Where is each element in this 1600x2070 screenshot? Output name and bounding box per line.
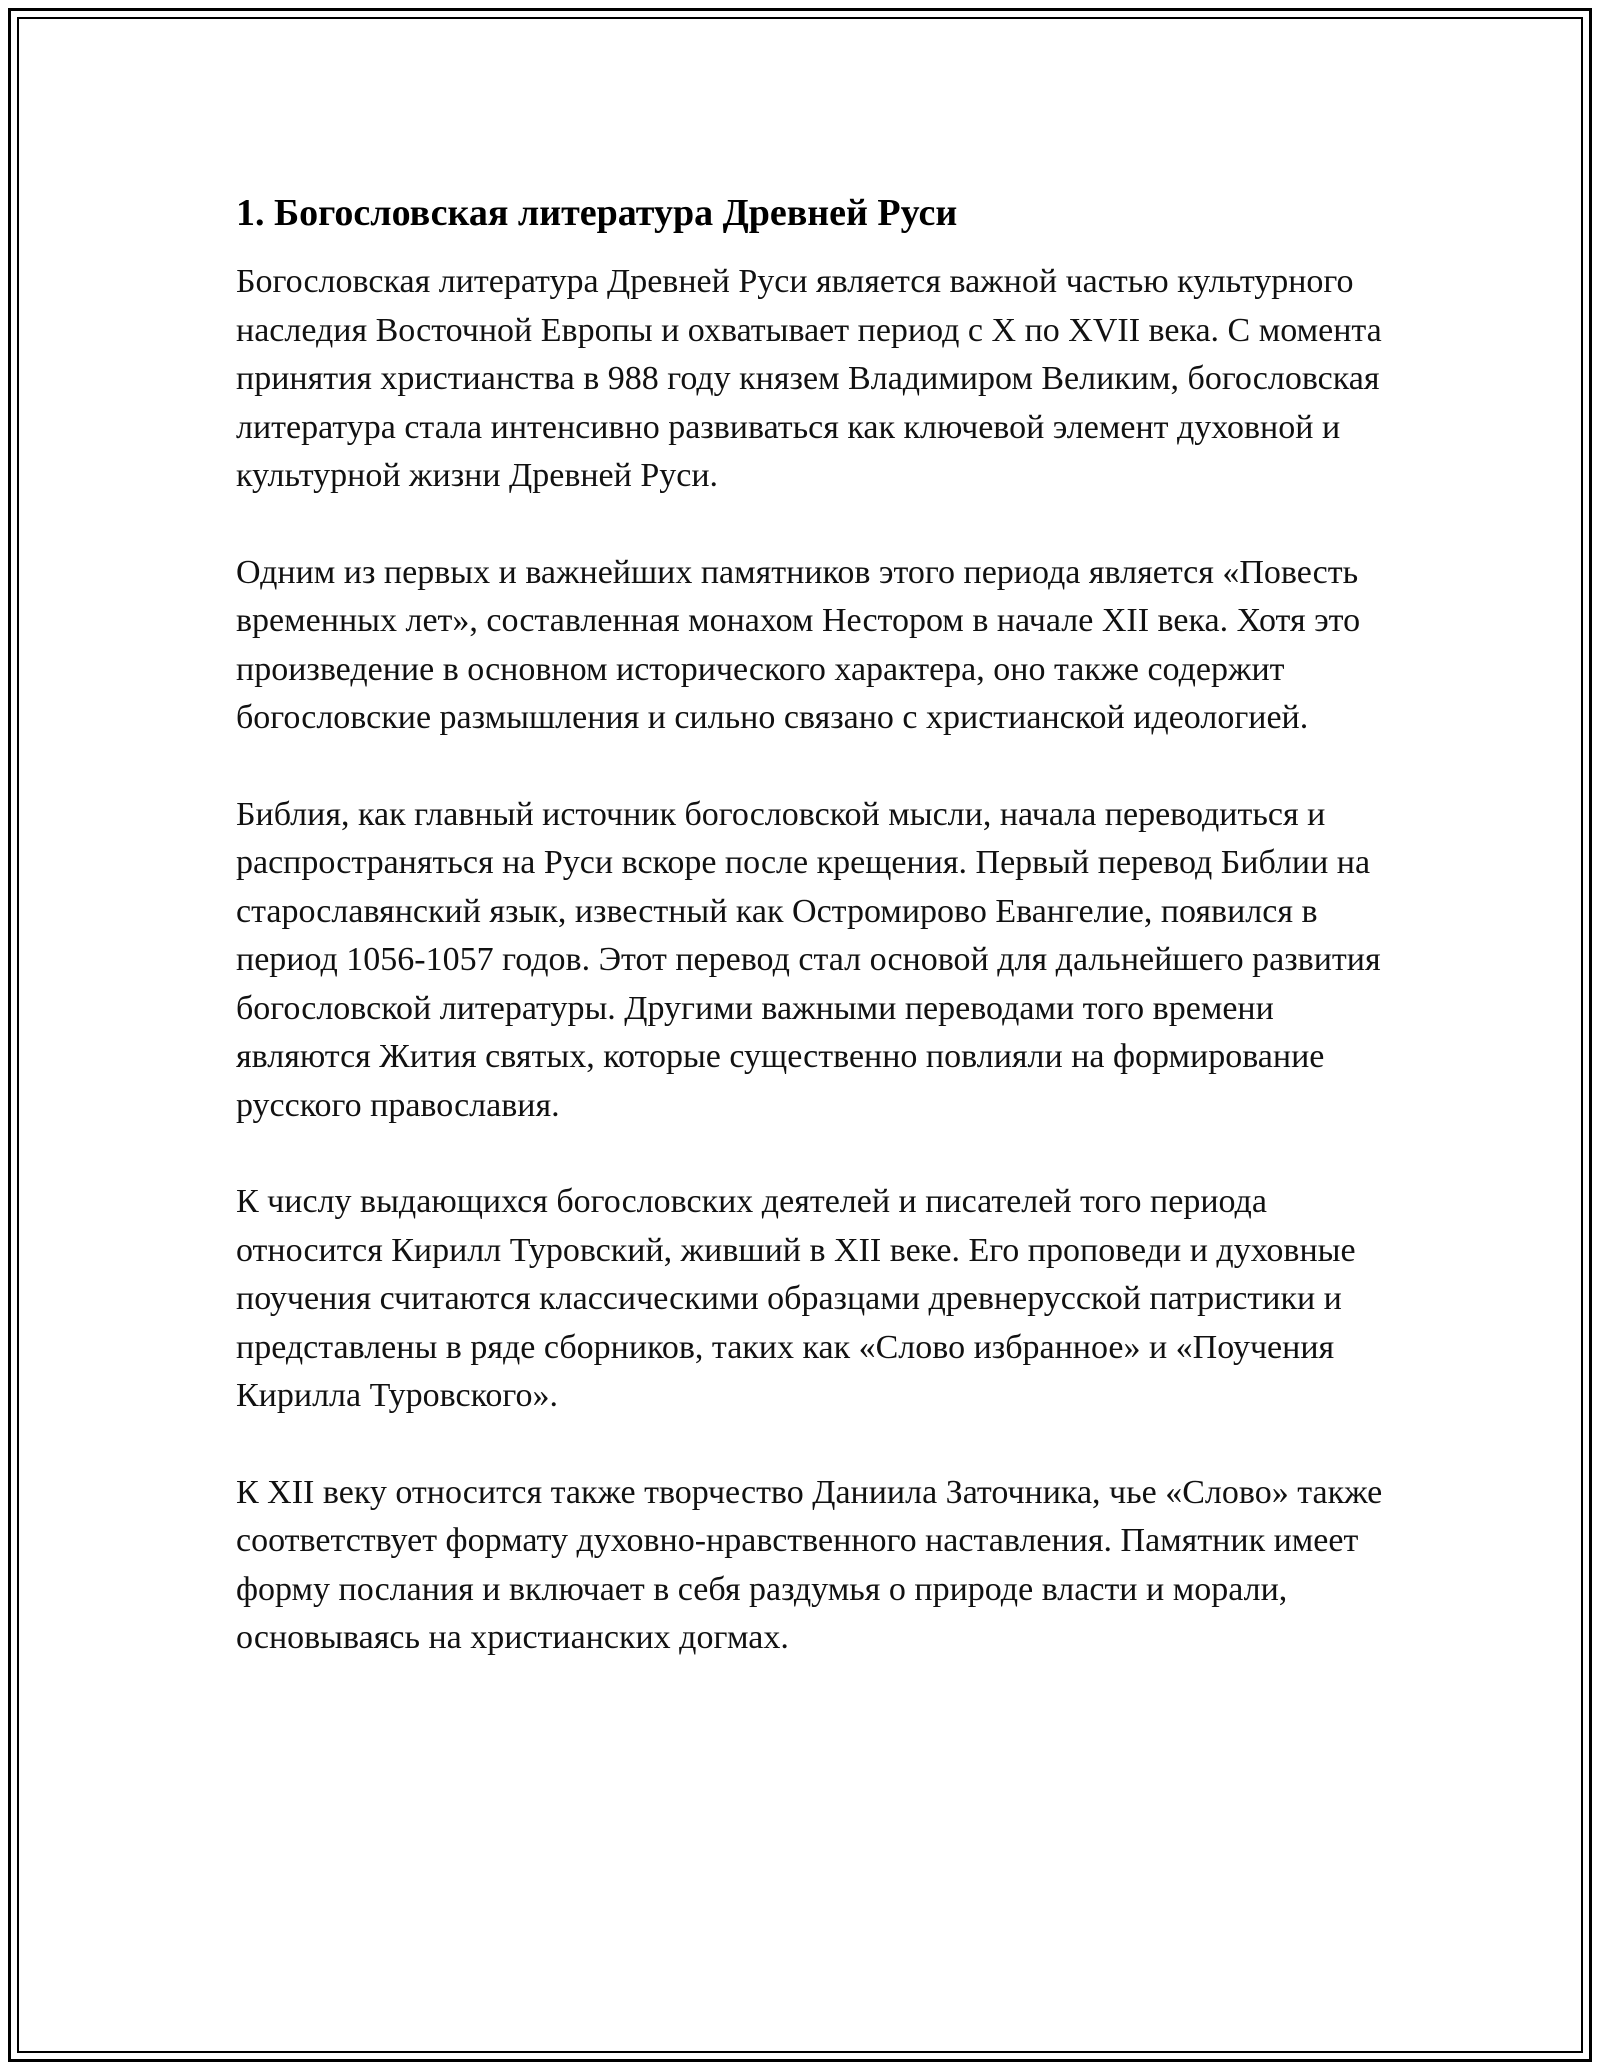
paragraph-3: Библия, как главный источник богословской мысли, начала переводиться и распространяться на Руси вскоре после крещения. Первый перевод Библии на старославянский язык, известный как Остромирово Евангелие, появился в период 1056-1057 годов. Этот перевод стал основой для дальнейшего развития богословской литературы. Другими важными переводами того времени являются Жития святых, которые существенно повлияли на формирование русского православия. xyxy=(236,795,1381,1124)
paragraph-5: К XII веку относится также творчество Даниила Заточника, чье «Слово» также соответствует формату духовно-нравственного наставления. Памятник имеет форму послания и включает в себя раздумья о природе власти и морали, основываясь на христианских догмах. xyxy=(236,1473,1383,1656)
paragraph-4: К числу выдающихся богословских деятелей и писателей того периода относится Кирилл Туровский, живший в XII веке. Его проповеди и духовные поучения считаются классическими образцами древнерусской патристики и представлены в ряде сборников, таких как «Слово избранное» и «Поучения Кирилла Туровского». xyxy=(236,1183,1356,1414)
paragraph-1: Богословская литература Древней Руси является важной частью культурного наследия Восточной Европы и охватывает период с X по XVII века. С момента принятия христианства в 988 году князем Владимиром Великим, богословская литература стала интенсивно развиваться как ключевой элемент духовной и культурной жизни Древней Руси. xyxy=(236,263,1382,494)
paragraph-2: Одним из первых и важнейших памятников этого периода является «Повесть временных лет», составленная монахом Нестором в начале XII века. Хотя это произведение в основном исторического характера, оно также содержит богословские размышления и сильно связано с христианской идеологией. xyxy=(236,553,1361,736)
section-heading: 1. Богословская литература Древней Руси xyxy=(236,192,958,234)
document-body xyxy=(236,188,1386,1711)
